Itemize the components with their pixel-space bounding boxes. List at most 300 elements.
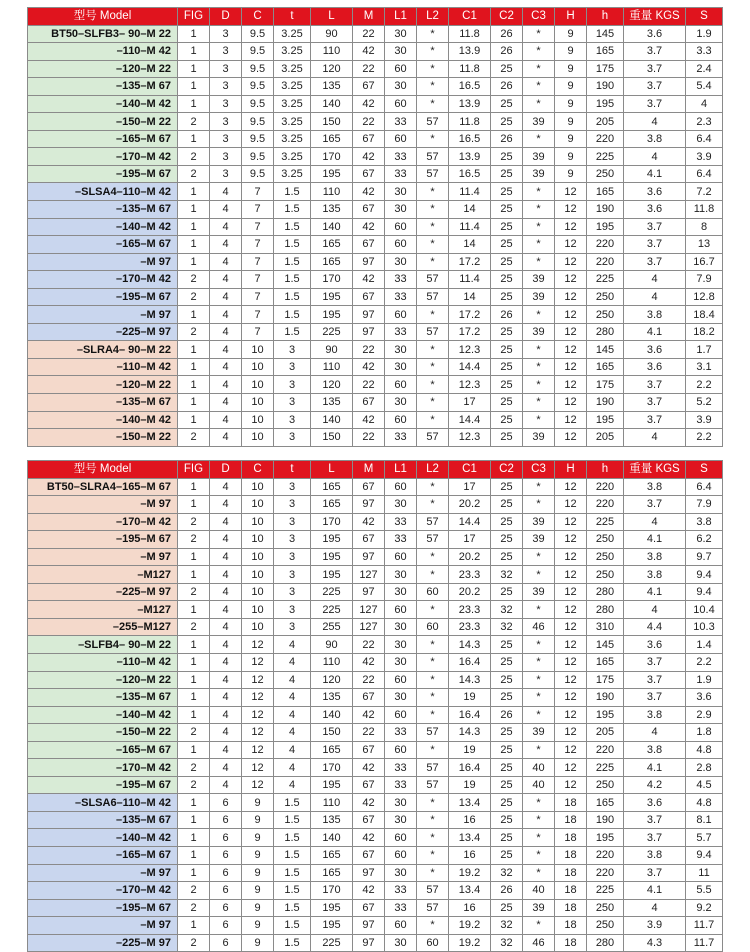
value-cell: 1 [178, 411, 210, 429]
value-cell: 7.9 [686, 271, 723, 289]
value-cell: 26 [491, 78, 523, 96]
value-cell: 150 [311, 113, 353, 131]
model-cell: –120–M 22 [28, 60, 178, 78]
value-cell: 10 [242, 358, 274, 376]
value-cell: 33 [385, 271, 417, 289]
table-row [28, 201, 723, 219]
value-cell: 20.2 [449, 548, 491, 566]
value-cell: 6 [210, 917, 242, 935]
value-cell: 135 [311, 689, 353, 707]
value-cell: * [523, 654, 555, 672]
value-cell: 9.5 [242, 165, 274, 183]
value-cell: 12 [242, 776, 274, 794]
value-cell: 4 [210, 478, 242, 496]
value-cell: 57 [417, 288, 449, 306]
value-cell: 4 [210, 429, 242, 447]
value-cell: 10 [242, 618, 274, 636]
value-cell: 280 [587, 934, 624, 952]
value-cell: 25 [491, 323, 523, 341]
value-cell: 9 [242, 917, 274, 935]
value-cell: 3 [274, 513, 311, 531]
model-cell: –M 97 [28, 548, 178, 566]
value-cell: 1 [178, 78, 210, 96]
value-cell: 6 [210, 882, 242, 900]
value-cell: 135 [311, 78, 353, 96]
value-cell: 9 [242, 847, 274, 865]
value-cell: 16.4 [449, 654, 491, 672]
value-cell: 10 [242, 566, 274, 584]
value-cell: 195 [587, 411, 624, 429]
value-cell: 250 [587, 306, 624, 324]
table-row [28, 306, 723, 324]
value-cell: 3.6 [624, 183, 686, 201]
value-cell: 145 [587, 25, 624, 43]
value-cell: 14.3 [449, 724, 491, 742]
value-cell: 127 [353, 618, 385, 636]
value-cell: 12 [555, 689, 587, 707]
column-header: t [274, 8, 311, 26]
value-cell: 39 [523, 288, 555, 306]
value-cell: 25 [491, 513, 523, 531]
value-cell: 3.25 [274, 130, 311, 148]
value-cell: 250 [587, 566, 624, 584]
value-cell: 4 [274, 671, 311, 689]
value-cell: 3 [274, 341, 311, 359]
table-row [28, 531, 723, 549]
table-row [28, 601, 723, 619]
value-cell: 1 [178, 358, 210, 376]
value-cell: 1 [178, 741, 210, 759]
value-cell: 4 [210, 288, 242, 306]
value-cell: 4.1 [624, 882, 686, 900]
value-cell: 4 [210, 253, 242, 271]
column-header: L2 [417, 461, 449, 479]
value-cell: 165 [311, 847, 353, 865]
value-cell: 175 [587, 376, 624, 394]
value-cell: 25 [491, 478, 523, 496]
model-cell: BT50–SLFB3– 90–M 22 [28, 25, 178, 43]
table-row [28, 811, 723, 829]
value-cell: 3.25 [274, 165, 311, 183]
value-cell: 12 [555, 411, 587, 429]
value-cell: 9.5 [242, 60, 274, 78]
value-cell: 190 [587, 394, 624, 412]
model-cell: –165–M 67 [28, 236, 178, 254]
value-cell: 11.7 [686, 934, 723, 952]
value-cell: 7.2 [686, 183, 723, 201]
value-cell: 4 [210, 636, 242, 654]
value-cell: 42 [353, 759, 385, 777]
value-cell: 170 [311, 759, 353, 777]
value-cell: 11 [686, 864, 723, 882]
value-cell: 32 [491, 566, 523, 584]
value-cell: 2 [178, 934, 210, 952]
model-cell: –140–M 42 [28, 411, 178, 429]
value-cell: * [523, 253, 555, 271]
value-cell: 3.8 [624, 706, 686, 724]
model-cell: –170–M 42 [28, 882, 178, 900]
value-cell: 57 [417, 271, 449, 289]
value-cell: 1.5 [274, 794, 311, 812]
column-header: L1 [385, 8, 417, 26]
value-cell: 12 [555, 759, 587, 777]
value-cell: 165 [311, 130, 353, 148]
column-header: C1 [449, 461, 491, 479]
value-cell: 12 [555, 706, 587, 724]
model-cell: –165–M 67 [28, 741, 178, 759]
value-cell: * [417, 218, 449, 236]
spec-table-1 [27, 7, 723, 447]
value-cell: 140 [311, 706, 353, 724]
value-cell: 42 [353, 513, 385, 531]
value-cell: 20.2 [449, 496, 491, 514]
value-cell: 2 [178, 165, 210, 183]
value-cell: 12.8 [686, 288, 723, 306]
value-cell: 60 [385, 706, 417, 724]
value-cell: 220 [587, 478, 624, 496]
value-cell: 13.4 [449, 882, 491, 900]
model-cell: –140–M 42 [28, 218, 178, 236]
value-cell: * [417, 394, 449, 412]
value-cell: 225 [311, 601, 353, 619]
value-cell: 12 [555, 271, 587, 289]
value-cell: 23.3 [449, 566, 491, 584]
value-cell: 165 [311, 741, 353, 759]
value-cell: 22 [353, 636, 385, 654]
table-row [28, 496, 723, 514]
value-cell: 9 [242, 829, 274, 847]
value-cell: 10 [242, 394, 274, 412]
value-cell: 40 [523, 776, 555, 794]
value-cell: 12 [555, 583, 587, 601]
table-row [28, 513, 723, 531]
value-cell: 25 [491, 411, 523, 429]
value-cell: * [417, 358, 449, 376]
value-cell: 3.6 [624, 25, 686, 43]
value-cell: 9 [555, 78, 587, 96]
value-cell: 225 [587, 759, 624, 777]
value-cell: 1 [178, 706, 210, 724]
value-cell: 4 [210, 583, 242, 601]
value-cell: 25 [491, 583, 523, 601]
value-cell: 1 [178, 811, 210, 829]
value-cell: 12 [242, 759, 274, 777]
value-cell: 33 [385, 113, 417, 131]
value-cell: 3.25 [274, 148, 311, 166]
value-cell: 4 [210, 306, 242, 324]
value-cell: 9.5 [242, 95, 274, 113]
value-cell: 1.7 [686, 341, 723, 359]
value-cell: 3 [210, 43, 242, 61]
value-cell: 19.2 [449, 864, 491, 882]
value-cell: 12 [555, 776, 587, 794]
value-cell: 165 [311, 864, 353, 882]
value-cell: 12 [555, 548, 587, 566]
value-cell: 2 [178, 513, 210, 531]
value-cell: 60 [385, 741, 417, 759]
value-cell: 97 [353, 917, 385, 935]
value-cell: 30 [385, 496, 417, 514]
value-cell: 195 [587, 706, 624, 724]
value-cell: 60 [385, 601, 417, 619]
value-cell: 39 [523, 165, 555, 183]
column-header: h [587, 461, 624, 479]
value-cell: 7 [242, 306, 274, 324]
table-row [28, 429, 723, 447]
value-cell: 1 [178, 394, 210, 412]
value-cell: 120 [311, 376, 353, 394]
value-cell: 3.8 [624, 566, 686, 584]
value-cell: 225 [587, 271, 624, 289]
table-row [28, 864, 723, 882]
value-cell: 12 [555, 394, 587, 412]
value-cell: 220 [587, 236, 624, 254]
value-cell: 10 [242, 376, 274, 394]
table-row [28, 671, 723, 689]
value-cell: 6.4 [686, 130, 723, 148]
value-cell: 3.7 [624, 376, 686, 394]
value-cell: 3.7 [624, 43, 686, 61]
value-cell: 1.5 [274, 882, 311, 900]
value-cell: 4 [624, 513, 686, 531]
value-cell: 42 [353, 95, 385, 113]
value-cell: 16.5 [449, 130, 491, 148]
model-cell: –120–M 22 [28, 376, 178, 394]
value-cell: 4 [210, 776, 242, 794]
value-cell: 30 [385, 583, 417, 601]
model-cell: –M 97 [28, 864, 178, 882]
value-cell: 10.3 [686, 618, 723, 636]
value-cell: * [417, 411, 449, 429]
model-cell: –225–M 97 [28, 934, 178, 952]
value-cell: * [417, 706, 449, 724]
value-cell: 30 [385, 201, 417, 219]
value-cell: 57 [417, 531, 449, 549]
table-row [28, 741, 723, 759]
value-cell: 12 [555, 341, 587, 359]
value-cell: 5.5 [686, 882, 723, 900]
value-cell: 17.2 [449, 323, 491, 341]
value-cell: 42 [353, 43, 385, 61]
column-header: FIG [178, 461, 210, 479]
value-cell: 3.7 [624, 496, 686, 514]
value-cell: 46 [523, 618, 555, 636]
value-cell: 255 [311, 618, 353, 636]
value-cell: 4 [210, 724, 242, 742]
value-cell: * [523, 706, 555, 724]
model-cell: –SLRA4– 90–M 22 [28, 341, 178, 359]
value-cell: 140 [311, 218, 353, 236]
value-cell: 110 [311, 43, 353, 61]
value-cell: 2 [178, 113, 210, 131]
value-cell: 12 [555, 201, 587, 219]
value-cell: 6 [210, 811, 242, 829]
value-cell: 25 [491, 689, 523, 707]
value-cell: 9 [555, 25, 587, 43]
table-row [28, 917, 723, 935]
value-cell: * [523, 201, 555, 219]
value-cell: 33 [385, 429, 417, 447]
value-cell: 9.4 [686, 566, 723, 584]
value-cell: * [523, 95, 555, 113]
value-cell: 4 [210, 671, 242, 689]
value-cell: 42 [353, 411, 385, 429]
value-cell: 7 [242, 236, 274, 254]
value-cell: 67 [353, 689, 385, 707]
value-cell: 4 [210, 323, 242, 341]
value-cell: 25 [491, 376, 523, 394]
value-cell: 2.2 [686, 429, 723, 447]
value-cell: 3 [210, 95, 242, 113]
value-cell: 57 [417, 899, 449, 917]
value-cell: 3.7 [624, 394, 686, 412]
value-cell: 2 [178, 583, 210, 601]
value-cell: 11.4 [449, 183, 491, 201]
value-cell: 60 [385, 671, 417, 689]
value-cell: 33 [385, 759, 417, 777]
value-cell: 25 [491, 496, 523, 514]
value-cell: 16.4 [449, 759, 491, 777]
value-cell: 12 [555, 253, 587, 271]
value-cell: 4 [210, 513, 242, 531]
value-cell: 32 [491, 934, 523, 952]
value-cell: 190 [587, 811, 624, 829]
value-cell: * [417, 478, 449, 496]
column-header: C2 [491, 8, 523, 26]
value-cell: 3 [274, 394, 311, 412]
value-cell: 195 [311, 288, 353, 306]
value-cell: 190 [587, 201, 624, 219]
value-cell: * [417, 341, 449, 359]
value-cell: 67 [353, 847, 385, 865]
value-cell: 205 [587, 724, 624, 742]
value-cell: 140 [311, 411, 353, 429]
value-cell: 225 [587, 513, 624, 531]
value-cell: 12 [555, 601, 587, 619]
value-cell: 33 [385, 323, 417, 341]
value-cell: 17 [449, 531, 491, 549]
value-cell: 11.8 [449, 25, 491, 43]
value-cell: 1 [178, 253, 210, 271]
value-cell: 225 [311, 323, 353, 341]
value-cell: 30 [385, 394, 417, 412]
table-row [28, 654, 723, 672]
table-row [28, 618, 723, 636]
model-cell: –170–M 42 [28, 513, 178, 531]
value-cell: 175 [587, 60, 624, 78]
table-header-row [28, 8, 723, 26]
value-cell: 12 [242, 636, 274, 654]
value-cell: 25 [491, 776, 523, 794]
value-cell: 5.4 [686, 78, 723, 96]
value-cell: 2 [178, 429, 210, 447]
value-cell: 25 [491, 113, 523, 131]
value-cell: * [523, 358, 555, 376]
value-cell: 9 [242, 794, 274, 812]
model-cell: –M127 [28, 601, 178, 619]
value-cell: 12 [555, 741, 587, 759]
value-cell: * [417, 601, 449, 619]
value-cell: 195 [311, 531, 353, 549]
value-cell: 220 [587, 864, 624, 882]
value-cell: 9 [555, 113, 587, 131]
model-cell: –M 97 [28, 917, 178, 935]
value-cell: * [523, 130, 555, 148]
table-row [28, 882, 723, 900]
value-cell: 195 [311, 917, 353, 935]
value-cell: 195 [311, 306, 353, 324]
value-cell: 1 [178, 306, 210, 324]
value-cell: 165 [311, 236, 353, 254]
value-cell: 10 [242, 583, 274, 601]
value-cell: 13.9 [449, 148, 491, 166]
value-cell: 67 [353, 78, 385, 96]
value-cell: 22 [353, 724, 385, 742]
model-cell: –135–M 67 [28, 811, 178, 829]
value-cell: 25 [491, 341, 523, 359]
column-header: D [210, 461, 242, 479]
value-cell: 67 [353, 899, 385, 917]
value-cell: 195 [311, 165, 353, 183]
model-cell: –135–M 67 [28, 201, 178, 219]
value-cell: 4 [210, 236, 242, 254]
value-cell: 18 [555, 917, 587, 935]
value-cell: 3.7 [624, 95, 686, 113]
value-cell: 2.2 [686, 654, 723, 672]
value-cell: * [523, 829, 555, 847]
column-header: M [353, 8, 385, 26]
value-cell: 13.9 [449, 95, 491, 113]
value-cell: 165 [587, 358, 624, 376]
value-cell: 1 [178, 43, 210, 61]
model-cell: –195–M 67 [28, 288, 178, 306]
value-cell: 1 [178, 183, 210, 201]
value-cell: * [417, 566, 449, 584]
value-cell: * [417, 811, 449, 829]
value-cell: 60 [385, 306, 417, 324]
table-header-row [28, 461, 723, 479]
value-cell: 42 [353, 794, 385, 812]
value-cell: 12 [242, 654, 274, 672]
value-cell: 97 [353, 583, 385, 601]
value-cell: 25 [491, 654, 523, 672]
value-cell: 140 [311, 95, 353, 113]
value-cell: * [417, 689, 449, 707]
value-cell: 97 [353, 306, 385, 324]
value-cell: 33 [385, 724, 417, 742]
model-cell: –140–M 42 [28, 829, 178, 847]
table-row [28, 829, 723, 847]
value-cell: 97 [353, 253, 385, 271]
value-cell: 12 [555, 618, 587, 636]
value-cell: 4 [624, 899, 686, 917]
value-cell: 18.2 [686, 323, 723, 341]
table-row [28, 411, 723, 429]
column-header: C [242, 8, 274, 26]
value-cell: 6 [210, 864, 242, 882]
value-cell: 165 [587, 654, 624, 672]
table-row [28, 78, 723, 96]
value-cell: 57 [417, 776, 449, 794]
table-row [28, 288, 723, 306]
value-cell: 250 [587, 776, 624, 794]
value-cell: 33 [385, 882, 417, 900]
value-cell: 165 [587, 794, 624, 812]
value-cell: 110 [311, 183, 353, 201]
value-cell: 25 [491, 288, 523, 306]
value-cell: 2.8 [686, 759, 723, 777]
value-cell: 3 [210, 113, 242, 131]
